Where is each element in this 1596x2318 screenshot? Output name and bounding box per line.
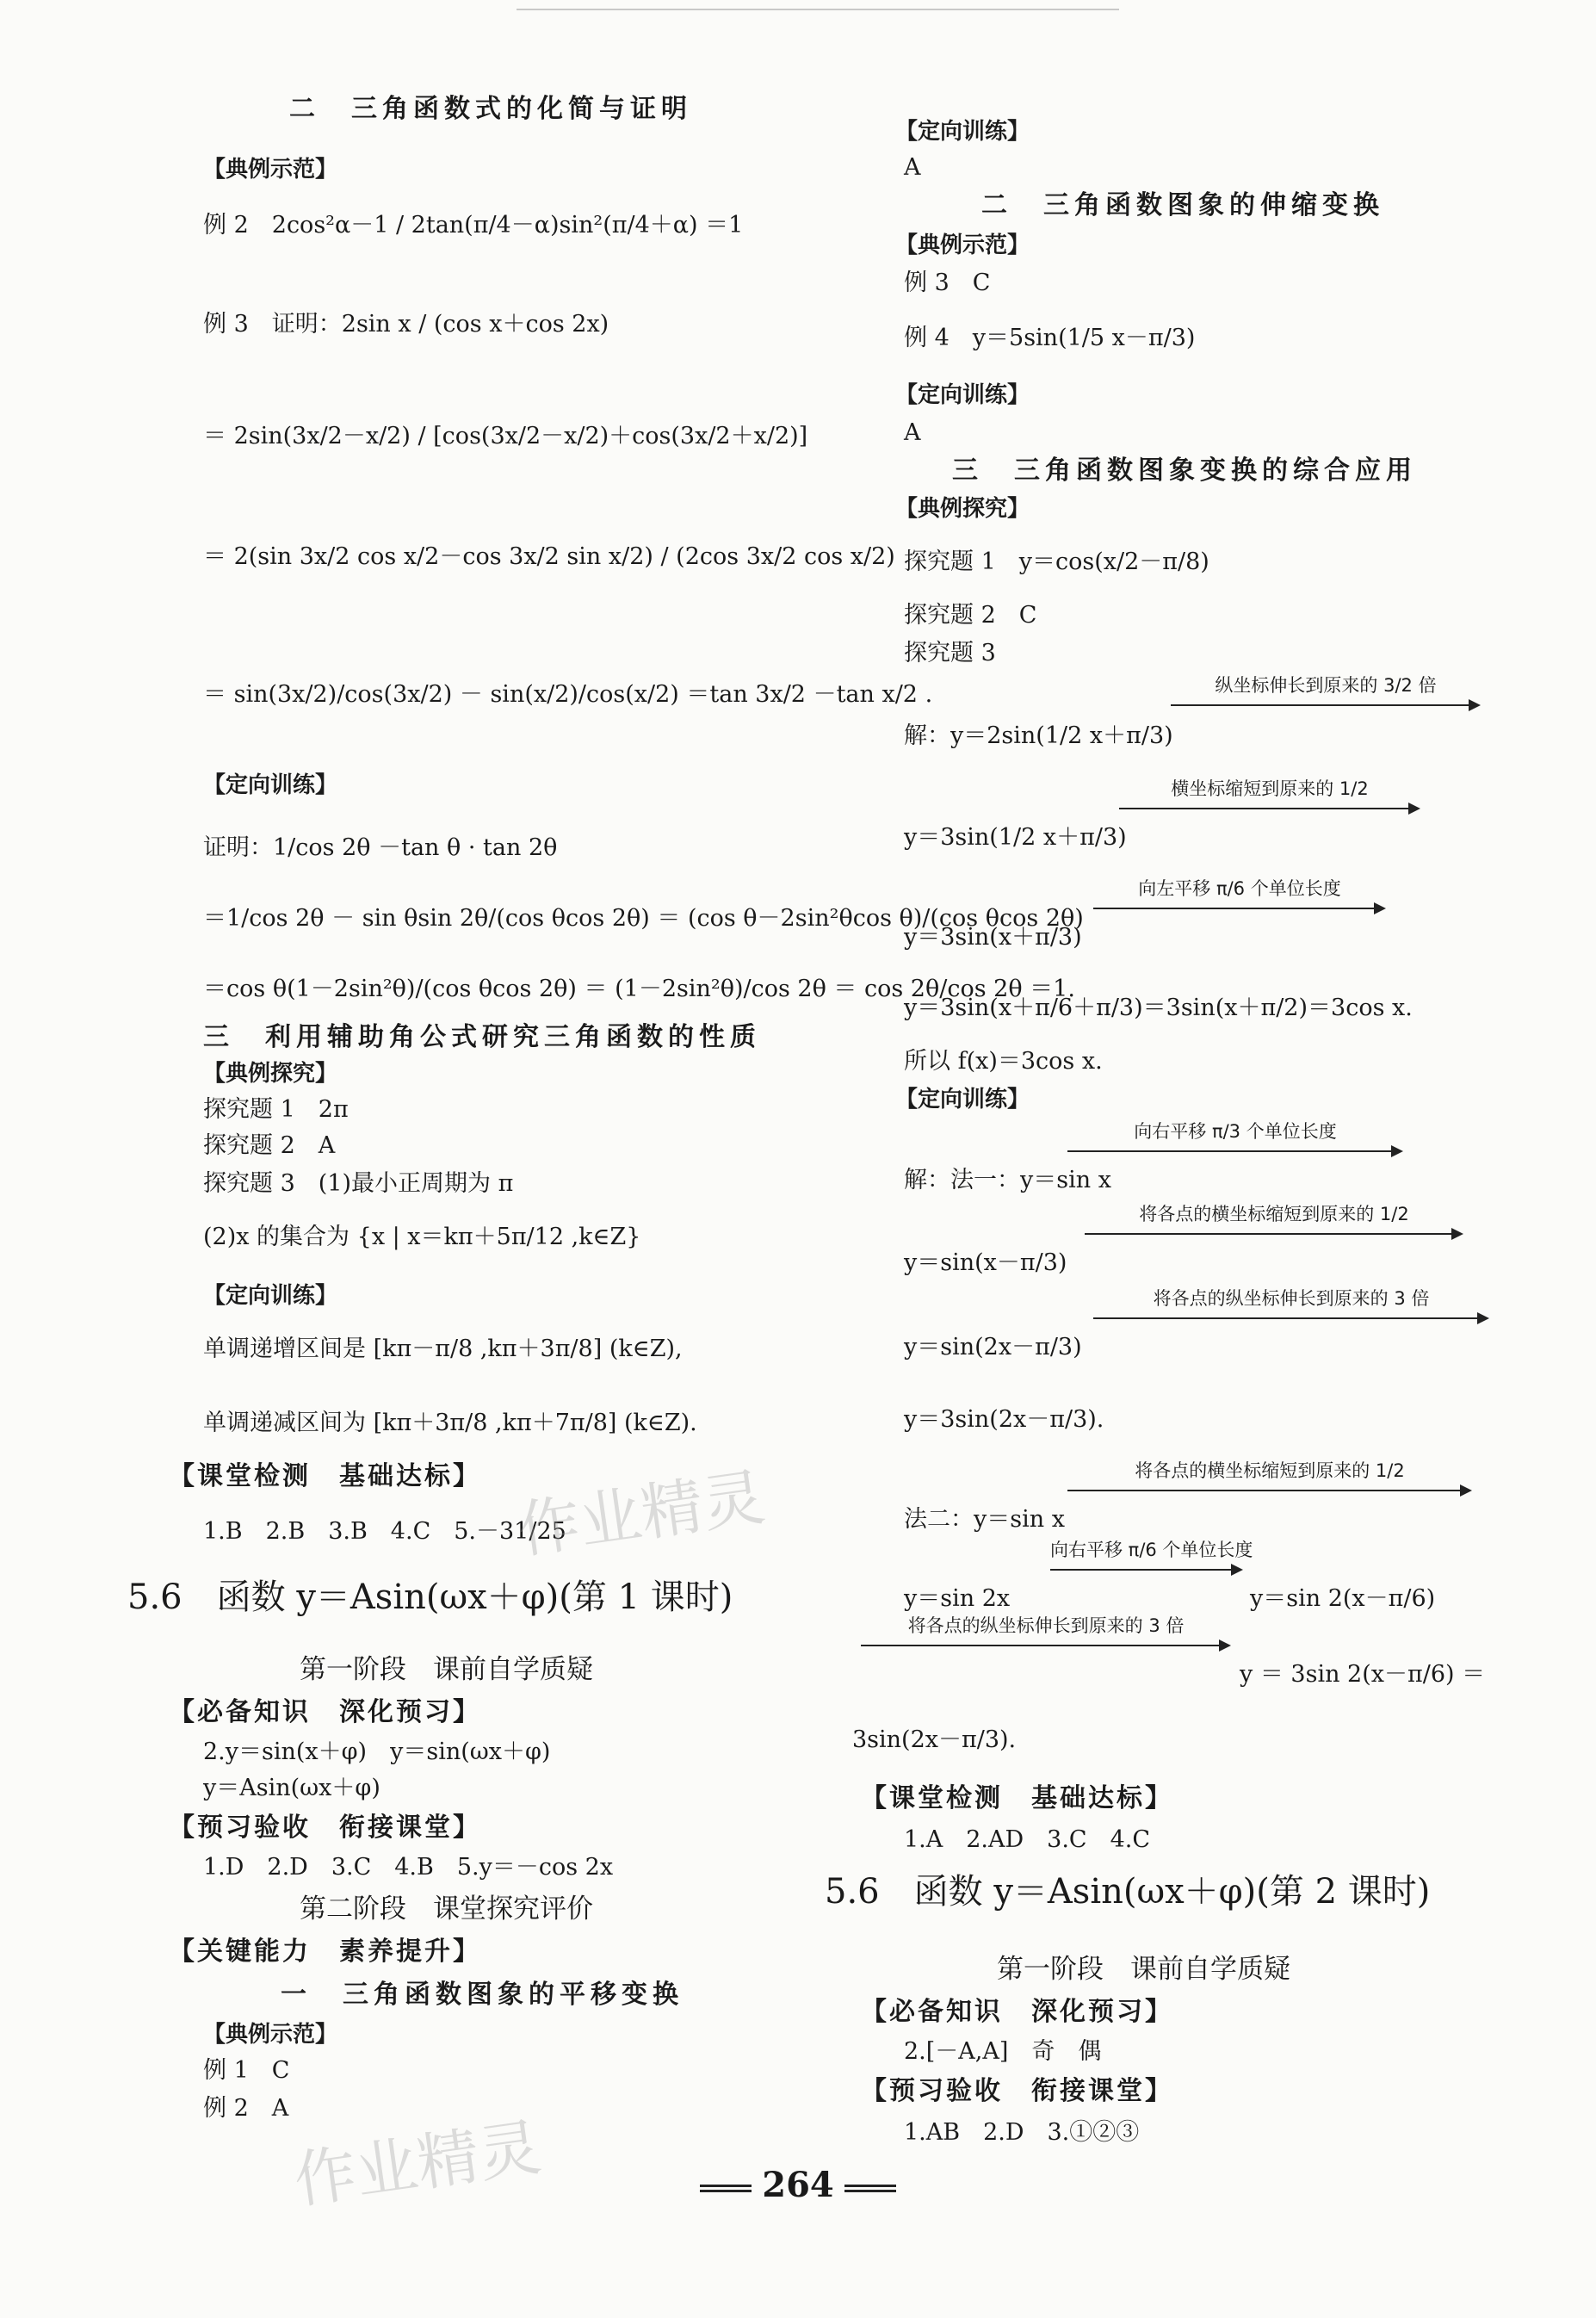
left-line: ＝1/cos 2θ － sin θsin 2θ/(cos θcos 2θ) ＝ (cos θ－2sin²θcos θ)/(cos θcos 2θ) <box>203 905 1084 932</box>
page-number <box>0 2165 1596 2205</box>
transform-arrow <box>1093 1281 1489 1319</box>
right-line: A <box>904 419 921 446</box>
right-line: y＝3sin(x＋π/6＋π/3)＝3sin(x＋π/2)＝3cos x. <box>904 995 1413 1021</box>
transform-arrow-label: 将各点的纵坐标伸长到原来的 3 倍 <box>907 1615 1185 1636</box>
right-line: 第一阶段 课前自学质疑 <box>997 1954 1290 1985</box>
arrow-head-icon <box>1231 1564 1243 1576</box>
right-line: 法二：y＝sin x <box>904 1506 1065 1533</box>
right-line: 解：y＝2sin(1/2 x＋π/3) <box>904 722 1173 749</box>
transform-arrow-label: 纵坐标伸长到原来的 3/2 倍 <box>1215 675 1437 696</box>
right-line: y＝sin 2(x－π/6) <box>1250 1585 1436 1612</box>
arrow-shaft <box>1093 1317 1481 1319</box>
right-line: 探究题 1 y＝cos(x/2－π/8) <box>904 549 1209 575</box>
right-line: 三 三角函数图象变换的综合应用 <box>952 456 1417 486</box>
left-line: 证明：1/cos 2θ －tan θ · tan 2θ <box>203 834 558 861</box>
arrow-head-icon <box>1219 1639 1231 1652</box>
left-line: 【关键能力 素养提升】 <box>169 1937 481 1967</box>
left-line: 第一阶段 课前自学质疑 <box>300 1654 593 1685</box>
left-line: 一 三角函数图象的平移变换 <box>281 1980 684 2010</box>
right-line: 【定向训练】 <box>895 382 1030 408</box>
arrow-shaft <box>1119 808 1412 809</box>
arrow-shaft <box>1085 1233 1455 1235</box>
left-line: y＝Asin(ωx＋φ) <box>203 1775 380 1801</box>
left-line: 1.D 2.D 3.C 4.B 5.y＝－cos 2x <box>203 1854 614 1881</box>
transform-arrow-label: 横坐标缩短到原来的 1/2 <box>1171 778 1369 799</box>
right-line: 2.[－A,A] 奇 偶 <box>904 2038 1102 2065</box>
left-line: 单调递减区间为 [kπ＋3π/8 ,kπ＋7π/8] (k∈Z). <box>203 1410 697 1436</box>
right-line: y＝3sin(1/2 x＋π/3) <box>904 824 1127 851</box>
right-line: y＝sin(x－π/3) <box>904 1249 1067 1276</box>
left-line: 三 利用辅助角公式研究三角函数的性质 <box>203 1022 761 1052</box>
arrow-head-icon <box>1451 1228 1463 1240</box>
left-line: ＝ sin(3x/2)/cos(3x/2) － sin(x/2)/cos(x/2) ＝tan 3x/2 －tan x/2 . <box>203 681 933 708</box>
page-number-text: 264 <box>762 2165 834 2205</box>
arrow-head-icon <box>1460 1484 1472 1497</box>
right-line: 【课堂检测 基础达标】 <box>861 1783 1173 1813</box>
transform-arrow-label: 将各点的横坐标缩短到原来的 1/2 <box>1135 1460 1405 1481</box>
arrow-head-icon <box>1477 1312 1489 1324</box>
left-line: 第二阶段 课堂探究评价 <box>300 1893 593 1924</box>
left-line: 2.y＝sin(x＋φ) y＝sin(ωx＋φ) <box>203 1738 551 1765</box>
left-line: 【必备知识 深化预习】 <box>169 1697 481 1727</box>
transform-arrow <box>1093 871 1386 909</box>
left-line: 【定向训练】 <box>203 1283 338 1309</box>
transform-arrow-label: 向右平移 π/3 个单位长度 <box>1134 1121 1337 1142</box>
arrow-shaft <box>1067 1490 1463 1491</box>
left-line: 例 2 A <box>203 2095 289 2122</box>
left-line: 二 三角函数式的化简与证明 <box>289 94 692 124</box>
right-line: y＝3sin(x＋π/3) <box>904 924 1082 951</box>
right-line: 1.AB 2.D 3.①②③ <box>904 2119 1140 2146</box>
right-line: 1.A 2.AD 3.C 4.C <box>904 1826 1151 1853</box>
transform-arrow-label: 将各点的纵坐标伸长到原来的 3 倍 <box>1153 1288 1430 1309</box>
arrow-shaft <box>1171 704 1472 706</box>
transform-arrow <box>1067 1453 1472 1491</box>
watermark: 作业精灵 <box>289 2110 546 2217</box>
right-line: 例 4 y＝5sin(1/5 x－π/3) <box>904 325 1196 351</box>
left-line: ＝ 2sin(3x/2－x/2) / [cos(3x/2－x/2)＋cos(3x/2＋x/2)] <box>203 423 808 449</box>
left-line: 5.6 函数 y＝Asin(ωx＋φ)(第 1 课时) <box>127 1577 733 1617</box>
transform-arrow <box>861 1608 1231 1646</box>
left-line: 【预习验收 衔接课堂】 <box>169 1813 481 1843</box>
right-line: 【必备知识 深化预习】 <box>861 1997 1173 2027</box>
left-line: 【典例探究】 <box>203 1061 338 1087</box>
right-line: A <box>904 154 921 181</box>
right-line: 【定向训练】 <box>895 119 1030 145</box>
arrow-head-icon <box>1374 902 1386 914</box>
left-line: 探究题 3 (1)最小正周期为 π <box>203 1170 514 1197</box>
transform-arrow <box>1085 1197 1463 1235</box>
transform-arrow-label: 向左平移 π/6 个单位长度 <box>1138 878 1341 899</box>
watermark: 作业精灵 <box>513 1460 770 1567</box>
left-line: 探究题 1 2π <box>203 1096 349 1123</box>
right-line: 例 3 C <box>904 270 991 296</box>
arrow-shaft <box>1067 1150 1395 1152</box>
arrow-shaft <box>861 1645 1222 1646</box>
left-line: 1.B 2.B 3.B 4.C 5.－31/25 <box>203 1518 566 1545</box>
arrow-head-icon <box>1391 1145 1403 1157</box>
arrow-shaft <box>1050 1569 1234 1571</box>
left-line: ＝ 2(sin 3x/2 cos x/2－cos 3x/2 sin x/2) / (2cos 3x/2 cos x/2) <box>203 543 895 570</box>
transform-arrow <box>1050 1533 1253 1571</box>
right-line: y＝sin 2x <box>904 1585 1011 1612</box>
right-line: y＝3sin(2x－π/3). <box>904 1406 1104 1433</box>
right-line: y＝sin(2x－π/3) <box>904 1334 1082 1360</box>
right-line: 【预习验收 衔接课堂】 <box>861 2076 1173 2106</box>
left-line: 探究题 2 A <box>203 1132 336 1159</box>
left-line: 例 3 证明：2sin x / (cos x＋cos 2x) <box>203 311 609 338</box>
left-line: 【典例示范】 <box>203 157 338 183</box>
left-line: 单调递增区间是 [kπ－π/8 ,kπ＋3π/8] (k∈Z), <box>203 1336 683 1362</box>
page-number-rule-right <box>844 2185 896 2192</box>
left-line: 【定向训练】 <box>203 772 338 798</box>
arrow-head-icon <box>1469 699 1481 711</box>
arrow-shaft <box>1093 908 1377 909</box>
left-line: ＝cos θ(1－2sin²θ)/(cos θcos 2θ) ＝ (1－2sin²θ)/cos 2θ ＝ cos 2θ/cos 2θ ＝1. <box>203 976 1075 1002</box>
left-line: 【典例示范】 <box>203 2022 338 2048</box>
right-line: 二 三角函数图象的伸缩变换 <box>981 190 1384 220</box>
transform-arrow-label: 将各点的横坐标缩短到原来的 1/2 <box>1139 1204 1409 1224</box>
right-line: y ＝ 3sin 2(x－π/6) ＝ <box>1240 1661 1486 1688</box>
top-rule <box>517 9 1119 10</box>
right-line: 【定向训练】 <box>895 1087 1030 1113</box>
right-line: 探究题 2 C <box>904 602 1037 629</box>
transform-arrow-label: 向右平移 π/6 个单位长度 <box>1050 1540 1253 1560</box>
left-line: 例 1 C <box>203 2057 290 2084</box>
right-line: 【典例探究】 <box>895 496 1030 522</box>
left-line: (2)x 的集合为 {x | x＝kπ＋5π/12 ,k∈Z} <box>203 1224 641 1250</box>
right-line: 所以 f(x)＝3cos x. <box>904 1048 1103 1075</box>
page-number-rule-left <box>700 2185 752 2192</box>
left-line: 例 2 2cos²α－1 / 2tan(π/4－α)sin²(π/4＋α) ＝1 <box>203 212 744 239</box>
right-line: 5.6 函数 y＝Asin(ωx＋φ)(第 2 课时) <box>825 1872 1431 1912</box>
right-line: 解：法一：y＝sin x <box>904 1167 1111 1193</box>
transform-arrow <box>1171 668 1481 706</box>
arrow-head-icon <box>1408 803 1420 815</box>
right-line: 探究题 3 <box>904 640 996 666</box>
transform-arrow <box>1067 1114 1403 1152</box>
right-line: 3sin(2x－π/3). <box>852 1726 1017 1753</box>
transform-arrow <box>1119 772 1420 809</box>
left-line: 【课堂检测 基础达标】 <box>169 1461 481 1491</box>
right-line: 【典例示范】 <box>895 232 1030 258</box>
